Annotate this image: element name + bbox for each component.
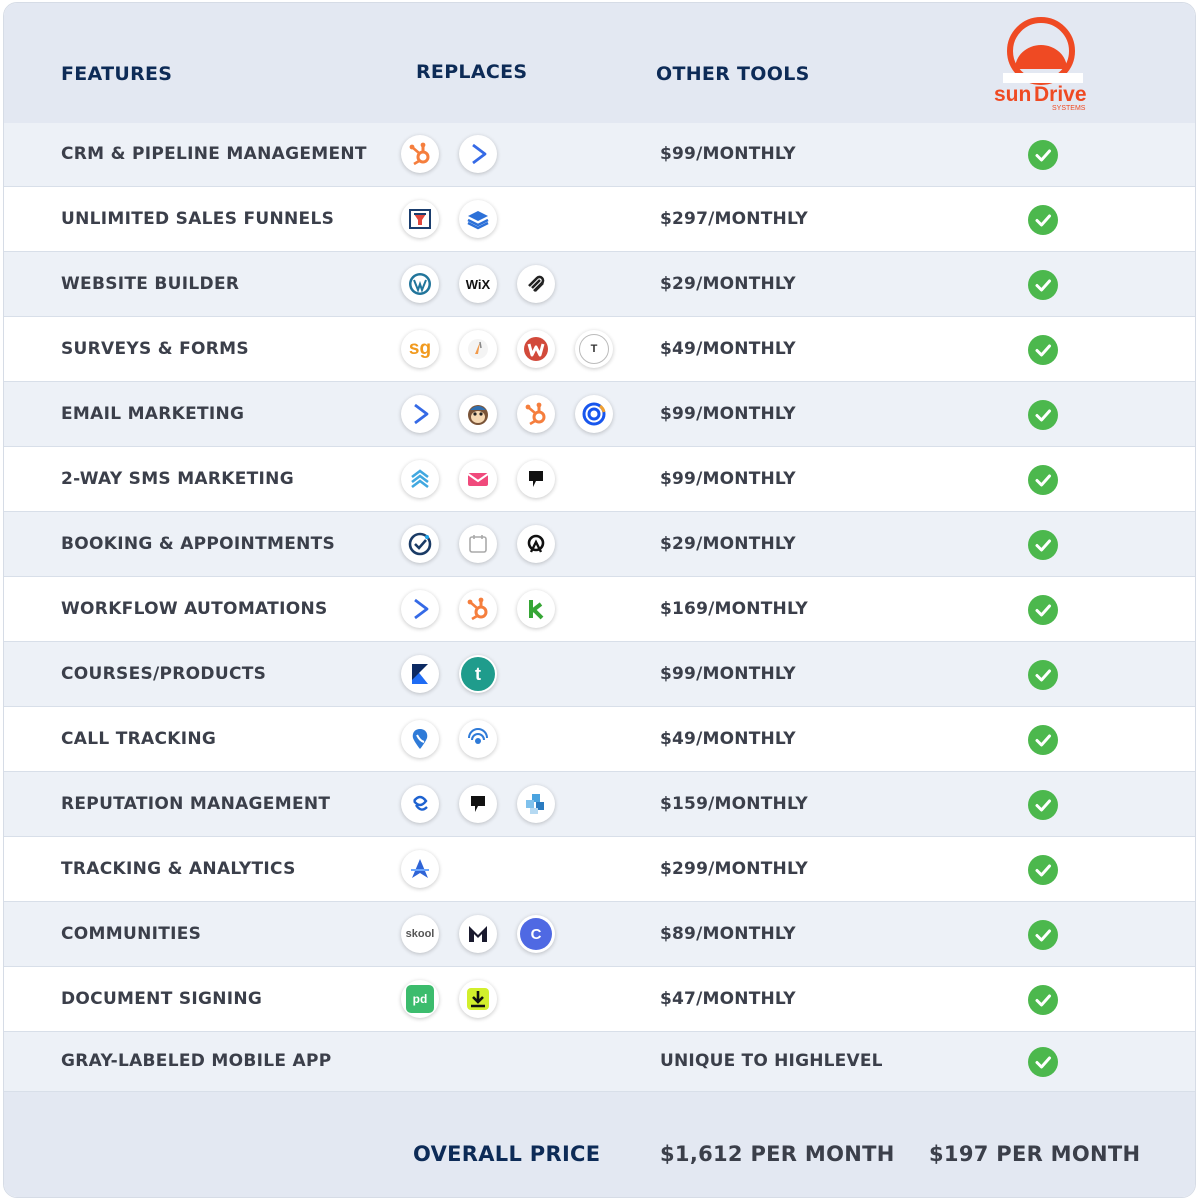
mailchimp-icon — [459, 395, 497, 433]
replaced-tools — [401, 980, 517, 1020]
feature-name: CRM & PIPELINE MANAGEMENT — [61, 144, 367, 164]
podium-icon — [459, 785, 497, 823]
squarespace-icon — [517, 265, 555, 303]
table-row — [4, 967, 1195, 1032]
check-icon — [1028, 335, 1058, 365]
other-tools-total: $1,612 PER MONTH — [660, 1142, 895, 1166]
feature-name: TRACKING & ANALYTICS — [61, 859, 296, 879]
table-footer — [4, 1092, 1195, 1198]
constant-contact-icon — [575, 395, 613, 433]
replaces-column-header: REPLACES — [416, 61, 528, 83]
logo-word-drive: Drive — [1034, 83, 1087, 106]
sundrive-logo — [989, 13, 1099, 113]
docusign-icon — [459, 980, 497, 1018]
callrail-icon — [401, 720, 439, 758]
replaced-tools — [401, 785, 575, 825]
clickfunnels-icon — [401, 200, 439, 238]
check-icon — [1028, 725, 1058, 755]
feature-name: WORKFLOW AUTOMATIONS — [61, 599, 328, 619]
other-tools-price: $49/MONTHLY — [660, 339, 796, 359]
check-icon — [1028, 855, 1058, 885]
other-tools-price: $99/MONTHLY — [660, 664, 796, 684]
other-tools-price: $99/MONTHLY — [660, 469, 796, 489]
table-row — [4, 447, 1195, 512]
birdeye-icon — [401, 785, 439, 823]
replaced-tools — [401, 525, 575, 565]
feature-name: BOOKING & APPOINTMENTS — [61, 534, 336, 554]
calendly-icon — [401, 525, 439, 563]
replaced-tools — [401, 135, 517, 175]
table-row — [4, 577, 1195, 642]
table-row — [4, 837, 1195, 902]
teachable-icon: t — [459, 655, 497, 693]
keap-icon — [517, 590, 555, 628]
feature-name: GRAY-LABELED MOBILE APP — [61, 1051, 332, 1071]
replaced-tools — [401, 460, 575, 500]
other-tools-price: $47/MONTHLY — [660, 989, 796, 1009]
replaced-tools — [401, 200, 517, 240]
other-tools-price: $169/MONTHLY — [660, 599, 808, 619]
feature-name: REPUTATION MANAGEMENT — [61, 794, 331, 814]
replaced-tools — [401, 655, 517, 695]
comparison-table — [3, 2, 1196, 1198]
grade-us-icon — [517, 785, 555, 823]
podium-icon — [517, 460, 555, 498]
other-tools-price: UNIQUE TO HIGHLEVEL — [660, 1051, 883, 1071]
analytics-icon — [401, 850, 439, 888]
check-icon — [1028, 465, 1058, 495]
sundrive-total: $197 PER MONTH — [929, 1142, 1141, 1166]
hubspot-icon — [459, 590, 497, 628]
wordpress-icon — [401, 265, 439, 303]
table-row — [4, 382, 1195, 447]
table-row — [4, 512, 1195, 577]
activecampaign-icon — [459, 135, 497, 173]
other-tools-column-header: OTHER TOOLS — [656, 63, 810, 85]
logo-tagline: SYSTEMS — [1052, 105, 1086, 112]
calendar-icon — [459, 525, 497, 563]
hubspot-icon — [401, 135, 439, 173]
surveygizmo-icon: sg — [401, 330, 439, 368]
acuity-icon — [517, 525, 555, 563]
feature-name: SURVEYS & FORMS — [61, 339, 249, 359]
activecampaign-icon — [401, 395, 439, 433]
check-icon — [1028, 595, 1058, 625]
feature-name: 2-WAY SMS MARKETING — [61, 469, 294, 489]
replaced-tools — [401, 915, 575, 955]
mighty-networks-icon — [459, 915, 497, 953]
typeform-icon: T — [575, 330, 613, 368]
other-tools-price: $299/MONTHLY — [660, 859, 808, 879]
table-header — [4, 3, 1195, 124]
feature-name: DOCUMENT SIGNING — [61, 989, 263, 1009]
skool-icon: skool — [401, 915, 439, 953]
check-icon — [1028, 530, 1058, 560]
feature-name: UNLIMITED SALES FUNNELS — [61, 209, 335, 229]
other-tools-price: $29/MONTHLY — [660, 534, 796, 554]
feature-name: EMAIL MARKETING — [61, 404, 245, 424]
wufoo-icon — [517, 330, 555, 368]
check-icon — [1028, 985, 1058, 1015]
other-tools-price: $29/MONTHLY — [660, 274, 796, 294]
check-icon — [1028, 790, 1058, 820]
replaced-tools — [401, 590, 575, 630]
textmagic-icon — [401, 460, 439, 498]
logo-word-sun: sun — [994, 83, 1032, 106]
features-column-header: FEATURES — [61, 63, 173, 85]
leadpages-icon — [459, 200, 497, 238]
table-row — [4, 642, 1195, 707]
replaced-tools — [401, 395, 633, 435]
feature-name: COMMUNITIES — [61, 924, 202, 944]
table-row — [4, 317, 1195, 382]
table-row — [4, 707, 1195, 772]
replaced-tools — [401, 265, 575, 305]
hubspot-icon — [517, 395, 555, 433]
check-icon — [1028, 660, 1058, 690]
check-icon — [1028, 400, 1058, 430]
other-tools-price: $159/MONTHLY — [660, 794, 808, 814]
feature-name: COURSES/PRODUCTS — [61, 664, 267, 684]
table-row — [4, 772, 1195, 837]
overall-price-label: OVERALL PRICE — [413, 1142, 601, 1166]
feature-name: WEBSITE BUILDER — [61, 274, 240, 294]
other-tools-price: $99/MONTHLY — [660, 144, 796, 164]
table-row — [4, 252, 1195, 317]
replaced-tools — [401, 850, 459, 890]
table-row — [4, 902, 1195, 967]
table-row — [4, 187, 1195, 252]
circle-icon: C — [517, 915, 555, 953]
check-icon — [1028, 205, 1058, 235]
check-icon — [1028, 920, 1058, 950]
replaced-tools — [401, 720, 517, 760]
check-icon — [1028, 270, 1058, 300]
other-tools-price: $89/MONTHLY — [660, 924, 796, 944]
table-row — [4, 123, 1195, 187]
jotform-icon — [459, 330, 497, 368]
check-icon — [1028, 1047, 1058, 1077]
replaced-tools — [401, 330, 633, 370]
check-icon — [1028, 140, 1058, 170]
wix-icon: WiX — [459, 265, 497, 303]
pandadoc-icon: pd — [401, 980, 439, 1018]
other-tools-price: $49/MONTHLY — [660, 729, 796, 749]
activecampaign-icon — [401, 590, 439, 628]
mail-icon — [459, 460, 497, 498]
table-row — [4, 1032, 1195, 1092]
other-tools-price: $99/MONTHLY — [660, 404, 796, 424]
kajabi-icon — [401, 655, 439, 693]
feature-name: CALL TRACKING — [61, 729, 217, 749]
other-tools-price: $297/MONTHLY — [660, 209, 808, 229]
calltracking-icon — [459, 720, 497, 758]
